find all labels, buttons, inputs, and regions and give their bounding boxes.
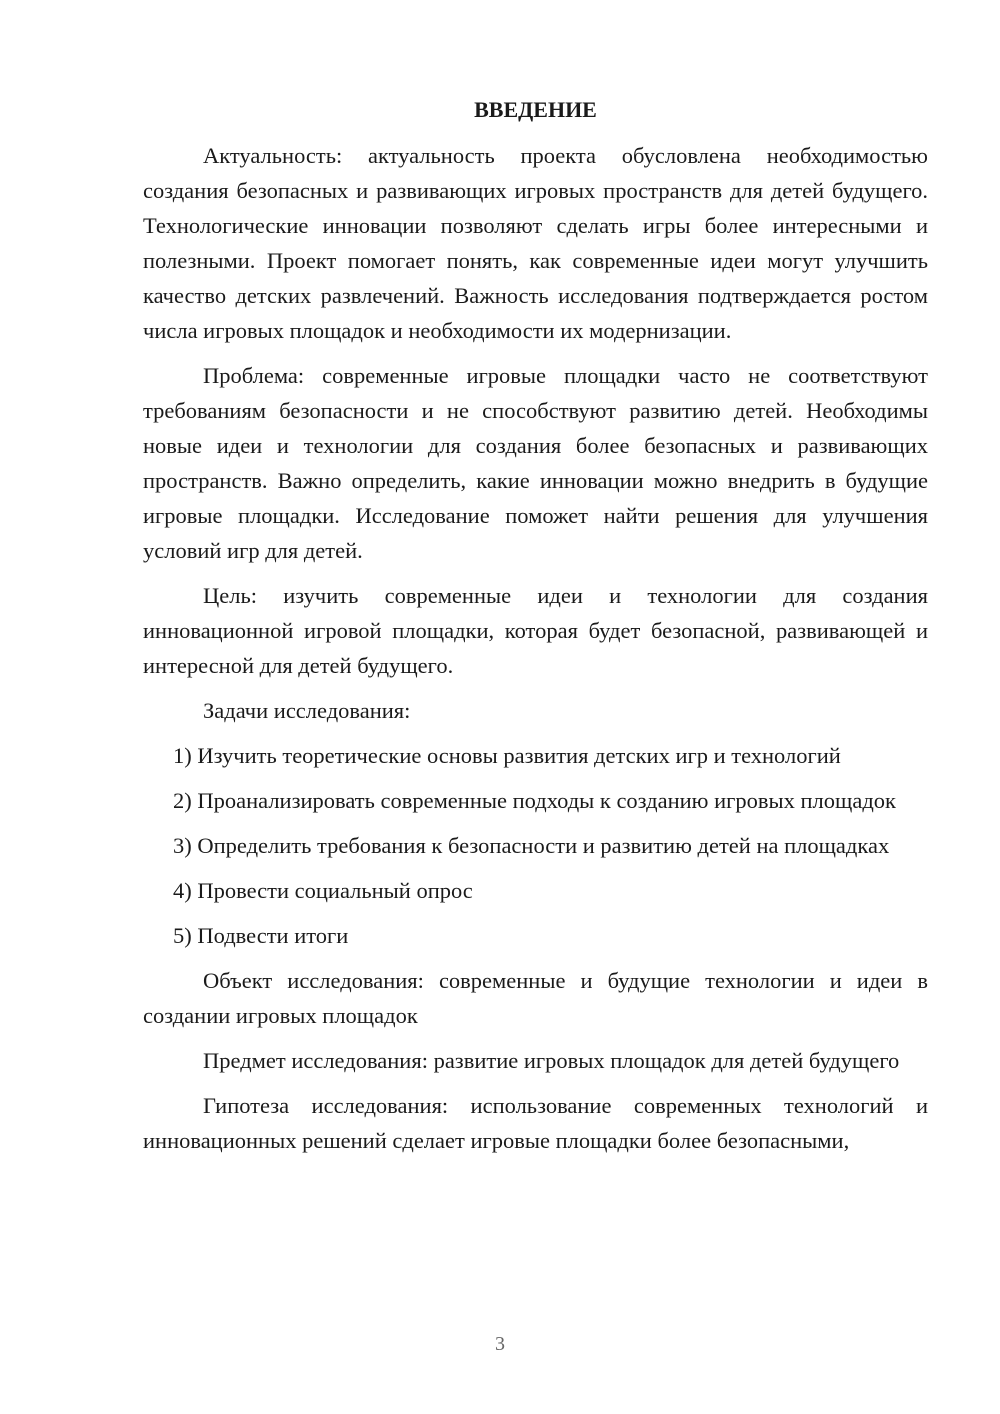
paragraph-relevance: Актуальность: актуальность проекта обусловлена необходимостью создания безопасных и развивающих игровых пространств для детей будущего. Технологические инновации позволяют сделать игры более интересными и полезными. Проект помогает понять, как современные идеи могут улучшить качество детских развлечений. Важность исследования подтверждается ростом числа игровых площадок и необходимости их модернизации.	[143, 143, 928, 343]
list-item: 3) Определить требования к безопасности и развитию детей на площадках	[173, 833, 890, 858]
page-title: ВВЕДЕНИЕ	[474, 97, 597, 122]
paragraph-problem: Проблема: современные игровые площадки часто не соответствуют требованиям безопасности и не способствуют развитию детей. Необходимы новые идеи и технологии для создания более безопасных и развивающих пространств. Важно определить, какие инновации можно внедрить в будущие игровые площадки. Исследование поможет найти решения для улучшения условий игр для детей.	[143, 363, 928, 563]
page-number: 3	[495, 1333, 505, 1355]
tasks-list	[143, 738, 928, 953]
paragraph-hypothesis: Гипотеза исследования: использование современных технологий и инновационных решений сделает игровые площадки более безопасными,	[143, 1093, 928, 1153]
tasks-heading: Задачи исследования:	[203, 698, 411, 723]
list-item: 4) Провести социальный опрос	[173, 878, 473, 903]
paragraph-object: Объект исследования: современные и будущие технологии и идеи в создании игровых площадок	[143, 968, 928, 1028]
document-page	[143, 92, 928, 1168]
list-item: 5) Подвести итоги	[173, 923, 349, 948]
list-item: 1) Изучить теоретические основы развития детских игр и технологий	[173, 743, 841, 768]
list-item: 2) Проанализировать современные подходы к созданию игровых площадок	[173, 788, 896, 813]
paragraph-goal: Цель: изучить современные идеи и технологии для создания инновационной игровой площадки, которая будет безопасной, развивающей и интересной для детей будущего.	[143, 583, 928, 678]
paragraph-subject: Предмет исследования: развитие игровых площадок для детей будущего	[203, 1048, 900, 1073]
